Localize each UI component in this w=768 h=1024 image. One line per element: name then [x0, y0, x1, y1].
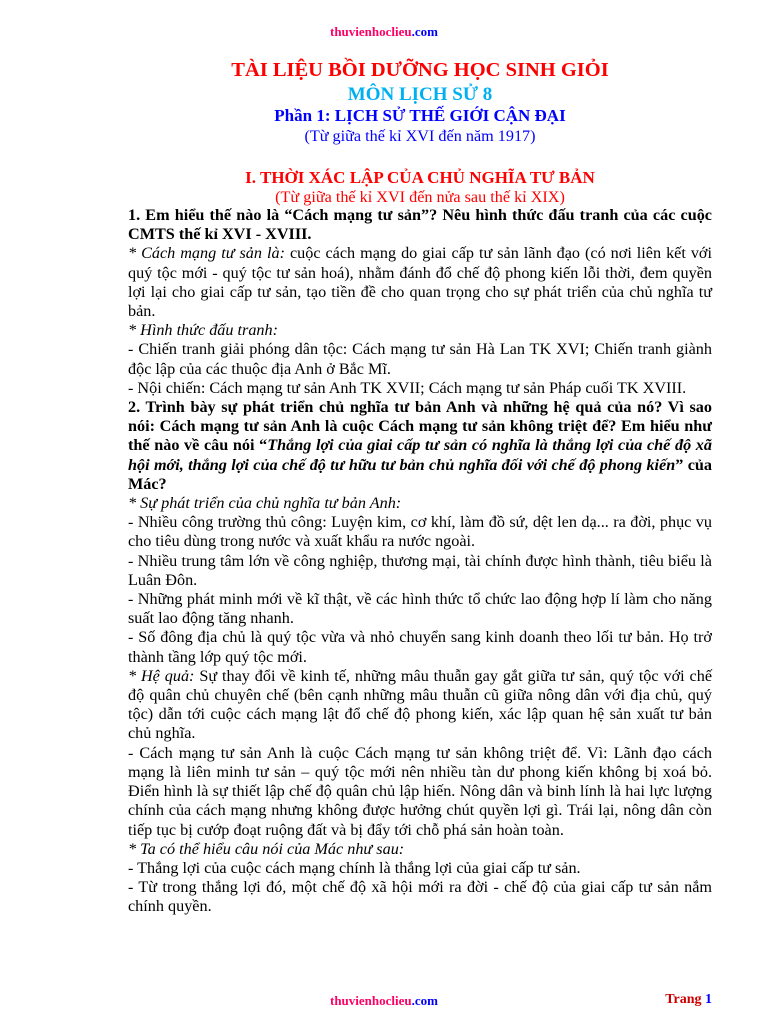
q2-incomplete-revolution: - Cách mạng tư sản Anh là cuộc Cách mạng tư sản không triệt để. Vì: Lãnh đạo cách mạng là liên minh tư sản – quý tộc mới nên nhiều tàn dư phong kiến không bị xoá bỏ. Điển hình là sự thiết lập chế độ quân chủ lập hiến. Nông dân và binh lính là hai lực lượng chính của cách mạng nhưng không được hưởng chút quyền lợi gì. Trái lại, nông dân còn tiếp tục bị cướp đoạt ruộng đất và bị đẩy tới chỗ phá sản hoàn toàn.	[128, 743, 712, 839]
q2-question-a: 2. Trình bày sự phát triển chủ nghĩa tư bản Anh và những hệ quả của nó? Vì sao nói: Cách mạng tư sản Anh là cuộc Cách mạng tư sản không triệt để? Em hiểu như thế nào về câu nói “	[128, 398, 712, 455]
q1-definition	[128, 244, 712, 321]
footer-site-domain: .com	[411, 993, 438, 1008]
header-site-name: thuvienhoclieu	[330, 24, 412, 39]
part-title: Phần 1: LỊCH SỬ THẾ GIỚI CẬN ĐẠI	[274, 106, 566, 125]
q1-form-1: - Chiến tranh giải phóng dân tộc: Cách mạng tư sản Hà Lan TK XVI; Chiến tranh giành độc lập của các thuộc địa Anh ở Bắc Mĩ.	[128, 340, 712, 378]
question-1: 1. Em hiểu thế nào là “Cách mạng tư sản”? Nêu hình thức đấu tranh của các cuộc CMTS thế kỉ XVI - XVIII.	[128, 206, 712, 244]
footer-site-name: thuvienhoclieu	[330, 993, 412, 1008]
q2-marx-1: - Thắng lợi của cuộc cách mạng chính là thắng lợi của giai cấp tư sản.	[128, 858, 581, 877]
q2-question-b: ” của Mác?	[128, 455, 713, 493]
q1-form-2: - Nội chiến: Cách mạng tư sản Anh TK XVII; Cách mạng tư sản Pháp cuối TK XVIII.	[128, 378, 687, 397]
footer-site-link[interactable]	[0, 993, 768, 1009]
q2-development-2: - Nhiều trung tâm lớn về công nghiệp, thương mại, tài chính được hình thành, tiêu biểu là Luân Đôn.	[128, 551, 712, 589]
q2-question-quote: Thắng lợi của giai cấp tư sản có nghĩa là thắng lợi của chế độ xã hội mới, thắng lợi của chế độ tư hữu tư bản chủ nghĩa đối với chế độ phong kiến	[128, 436, 712, 474]
page-number	[665, 992, 712, 1008]
question-2	[128, 398, 712, 494]
q2-consequences-text: Sự thay đổi về kinh tế, những mâu thuẫn gay gắt giữa tư sản, quý tộc với chế độ quân chủ chuyên chế (bên cạnh những mâu thuẫn cũ giữa nông dân với địa chủ, quý tộc) dẫn tới cuộc cách mạng lật đổ chế độ phong kiến, xác lập quan hệ sản xuất tư bản chủ nghĩa.	[128, 666, 713, 743]
q2-consequences-label: * Hệ quả:	[128, 666, 195, 685]
header-site-link[interactable]	[0, 24, 768, 40]
q1-definition-text: cuộc cách mạng do giai cấp tư sản lãnh đạo (có nơi liên kết với quý tộc mới - quý tộc tư sản hoá), nhằm đánh đổ chế độ phong kiến lỗi thời, đem quyền lợi lại cho giai cấp tư sản, tạo tiền đề cho quan trọng cho sự phát triển của chủ nghĩa tư bản.	[128, 244, 712, 321]
q2-development-4: - Số đông địa chủ là quý tộc vừa và nhỏ chuyển sang kinh doanh theo lối tư bản. Họ trở thành tầng lớp quý tộc mới.	[128, 628, 712, 666]
q2-marx-label: * Ta có thể hiểu câu nói của Mác như sau:	[128, 839, 405, 858]
q2-consequences	[128, 667, 712, 744]
section-title: I. THỜI XÁC LẬP CỦA CHỦ NGHĨA TƯ BẢN	[245, 168, 595, 187]
main-title: TÀI LIỆU BỒI DƯỠNG HỌC SINH GIỎI	[231, 59, 609, 81]
header-site-domain: .com	[411, 24, 438, 39]
section-range: (Từ giữa thế kỉ XVI đến nửa sau thế kỉ XIX)	[275, 188, 565, 206]
q2-development-1: - Nhiều công trường thủ công: Luyện kim, cơ khí, làm đồ sứ, dệt len dạ... ra đời, phục vụ cho tiêu dùng trong nước và xuất khẩu ra nước ngoài.	[128, 513, 712, 551]
q1-definition-label: * Cách mạng tư sản là:	[128, 244, 285, 263]
subject-title: MÔN LỊCH SỬ 8	[347, 84, 493, 105]
q2-marx-2: - Từ trong thắng lợi đó, một chế độ xã hội mới ra đời - chế độ của giai cấp tư sản nắm chính quyền.	[128, 878, 712, 916]
q2-development-3: - Những phát minh mới về kĩ thật, về các hình thức tổ chức lao động hợp lí làm cho năng suất lao động tăng nhanh.	[128, 590, 712, 628]
document-body	[128, 58, 712, 917]
q1-forms-label: * Hình thức đấu tranh:	[128, 321, 279, 340]
q2-development-label: * Sự phát triển của chủ nghĩa tư bản Anh:	[128, 494, 402, 513]
page-number-value: 1	[705, 992, 712, 1007]
page-label: Trang	[665, 992, 702, 1007]
part-range: (Từ giữa thế kỉ XVI đến năm 1917)	[304, 127, 536, 145]
